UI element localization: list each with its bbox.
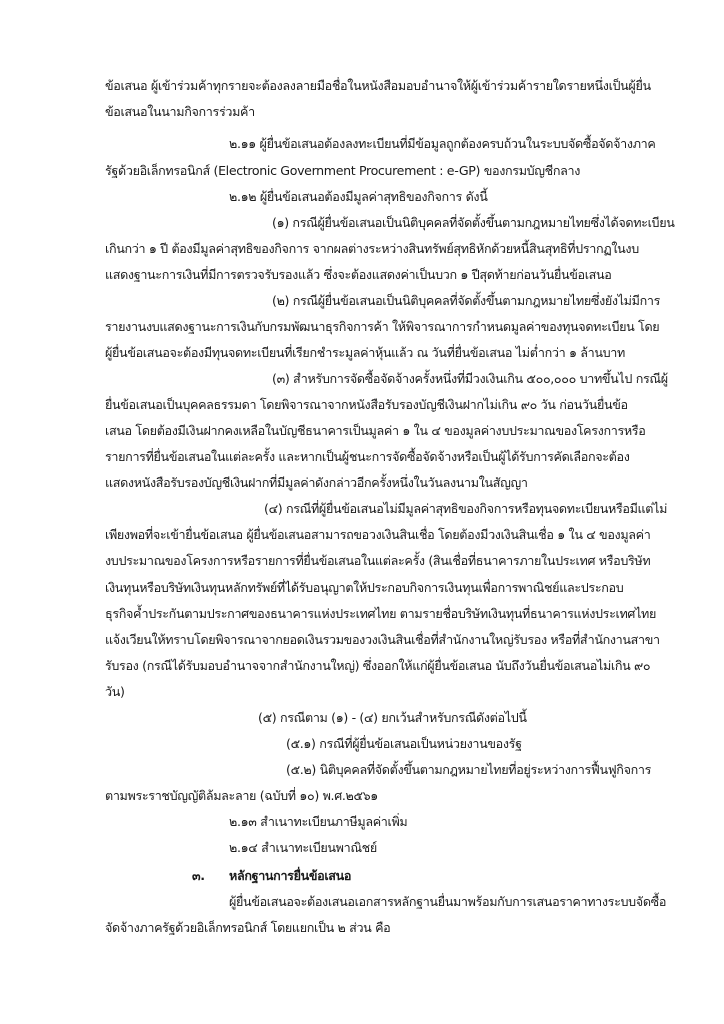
sub-clause-2: (๒) กรณีผู้ยื่นข้อเสนอเป็นนิติบุคคลที่จัดตั้งขึ้นตามกฎหมายไทยซึ่งยังไม่มีการ [272,293,660,308]
text-line: ยื่นข้อเสนอเป็นบุคคลธรรมดา โดยพิจารณาจากหนังสือรับรองบัญชีเงินฝากไม่เกิน ๙๐ วัน ก่อนวันยื่นข้อ [105,397,628,412]
section-number: ๓. [192,868,205,883]
text-line: เพียงพอที่จะเข้ายื่นข้อเสนอ ผู้ยื่นข้อเสนอสามารถขอวงเงินสินเชื่อ โดยต้องมีวงเงินสินเชื่อ ๑ ใน ๔ ของมูลค่า [105,527,651,542]
text-line: แจ้งเวียนให้ทราบโดยพิจารณาจากยอดเงินรวมของวงเงินสินเชื่อที่สำนักงานใหญ่รับรอง หรือที่สำนักงานสาขา [105,632,660,647]
clause-2-14: ๒.๑๔ สำเนาทะเบียนพาณิชย์ [229,840,377,855]
text-line: รายการที่ยื่นข้อเสนอในแต่ละครั้ง และหากเป็นผู้ชนะการจัดซื้อจัดจ้างหรือเป็นผู้ได้รับการคัดเลือกจะต้อง [105,449,630,464]
text-line: รับรอง (กรณีได้รับมอบอำนาจจากสำนักงานใหญ่) ซึ่งออกให้แก่ผู้ยื่นข้อเสนอ นับถึงวันยื่นข้อเสนอไม่เกิน ๙๐ [105,658,651,673]
text-line: จัดจ้างภาครัฐด้วยอิเล็กทรอนิกส์ โดยแยกเป็น ๒ ส่วน คือ [105,920,391,935]
text-line: วัน) [105,684,125,699]
sub-clause-3: (๓) สำหรับการจัดซื้อจัดจ้างครั้งหนึ่งที่มีวงเงินเกิน ๕๐๐,๐๐๐ บาทขึ้นไป กรณีผู้ [272,371,668,386]
text-line: เกินกว่า ๑ ปี ต้องมีมูลค่าสุทธิของกิจการ จากผลต่างระหว่างสินทรัพย์สุทธิหักด้วยหนี้สินสุทธิที่ปรากฏในงบ [105,241,639,256]
text-line: แสดงหนังสือรับรองบัญชีเงินฝากที่มีมูลค่าดังกล่าวอีกครั้งหนึ่งในวันลงนามในสัญญา [105,475,528,490]
sub-clause-5: (๕) กรณีตาม (๑) - (๔) ยกเว้นสำหรับกรณีดังต่อไปนี้ [258,710,527,725]
sub-clause-5-2: (๕.๒) นิติบุคคลที่จัดตั้งขึ้นตามกฎหมายไทยที่อยู่ระหว่างการฟื้นฟูกิจการ [286,762,652,777]
clause-2-13: ๒.๑๓ สำเนาทะเบียนภาษีมูลค่าเพิ่ม [229,814,408,829]
sub-clause-1: (๑) กรณีผู้ยื่นข้อเสนอเป็นนิติบุคคลที่จัดตั้งขึ้นตามกฎหมายไทยซึ่งได้จดทะเบียน [272,215,675,230]
text-line: ข้อเสนอในนามกิจการร่วมค้า [105,104,255,119]
text-line: ข้อเสนอ ผู้เข้าร่วมค้าทุกรายจะต้องลงลายมือชื่อในหนังสือมอบอำนาจให้ผู้เข้าร่วมค้ารายใดรายหนึ่งเป็นผู้ยื่น [105,78,651,93]
sub-clause-5-1: (๕.๑) กรณีที่ผู้ยื่นข้อเสนอเป็นหน่วยงานของรัฐ [286,736,522,751]
text-line: ตามพระราชบัญญัติล้มละลาย (ฉบับที่ ๑๐) พ.ศ.๒๕๖๑ [105,788,378,803]
text-line: ธุรกิจค้ำประกันตามประกาศของธนาคารแห่งประเทศไทย ตามรายชื่อบริษัทเงินทุนที่ธนาคารแห่งประเทศไทย [105,606,657,621]
text-line: รายงานงบแสดงฐานะการเงินกับกรมพัฒนาธุรกิจการค้า ให้พิจารณาการกำหนดมูลค่าของทุนจดทะเบียน โดย [105,319,660,334]
text-line: เสนอ โดยต้องมีเงินฝากคงเหลือในบัญชีธนาคารเป็นมูลค่า ๑ ใน ๔ ของมูลค่างบประมาณของโครงการหรือ [105,423,646,438]
text-line: เงินทุนหรือบริษัทเงินทุนหลักทรัพย์ที่ได้รับอนุญาตให้ประกอบกิจการเงินทุนเพื่อการพาณิชย์และประกอบ [105,580,624,595]
text-line: งบประมาณของโครงการหรือรายการที่ยื่นข้อเสนอในแต่ละครั้ง (สินเชื่อที่ธนาคารภายในประเทศ หรือบริษัท [105,553,651,568]
text-line: ผู้ยื่นข้อเสนอจะต้องเสนอเอกสารหลักฐานยื่นมาพร้อมกับการเสนอราคาทางระบบจัดซื้อ [229,894,667,909]
sub-clause-4: (๔) กรณีที่ผู้ยื่นข้อเสนอไม่มีมูลค่าสุทธิของกิจการหรือทุนจดทะเบียนหรือมีแต่ไม่ [264,501,668,516]
clause-2-11: ๒.๑๑ ผู้ยื่นข้อเสนอต้องลงทะเบียนที่มีข้อมูลถูกต้องครบถ้วนในระบบจัดซื้อจัดจ้างภาค [229,136,656,151]
section-heading: หลักฐานการยื่นข้อเสนอ [229,868,352,883]
text-line: รัฐด้วยอิเล็กทรอนิกส์ (Electronic Government Procurement : e-GP) ของกรมบัญชีกลาง [105,163,581,178]
text-line: แสดงฐานะการเงินที่มีการตรวจรับรองแล้ว ซึ่งจะต้องแสดงค่าเป็นบวก ๑ ปีสุดท้ายก่อนวันยื่นข้อเสนอ [105,267,612,282]
clause-2-12: ๒.๑๒ ผู้ยื่นข้อเสนอต้องมีมูลค่าสุทธิของกิจการ ดังนี้ [229,189,488,204]
text-line: ผู้ยื่นข้อเสนอจะต้องมีทุนจดทะเบียนที่เรียกชำระมูลค่าหุ้นแล้ว ณ วันที่ยื่นข้อเสนอ ไม่ต่ำกว่า ๑ ล้านบาท [105,345,625,360]
